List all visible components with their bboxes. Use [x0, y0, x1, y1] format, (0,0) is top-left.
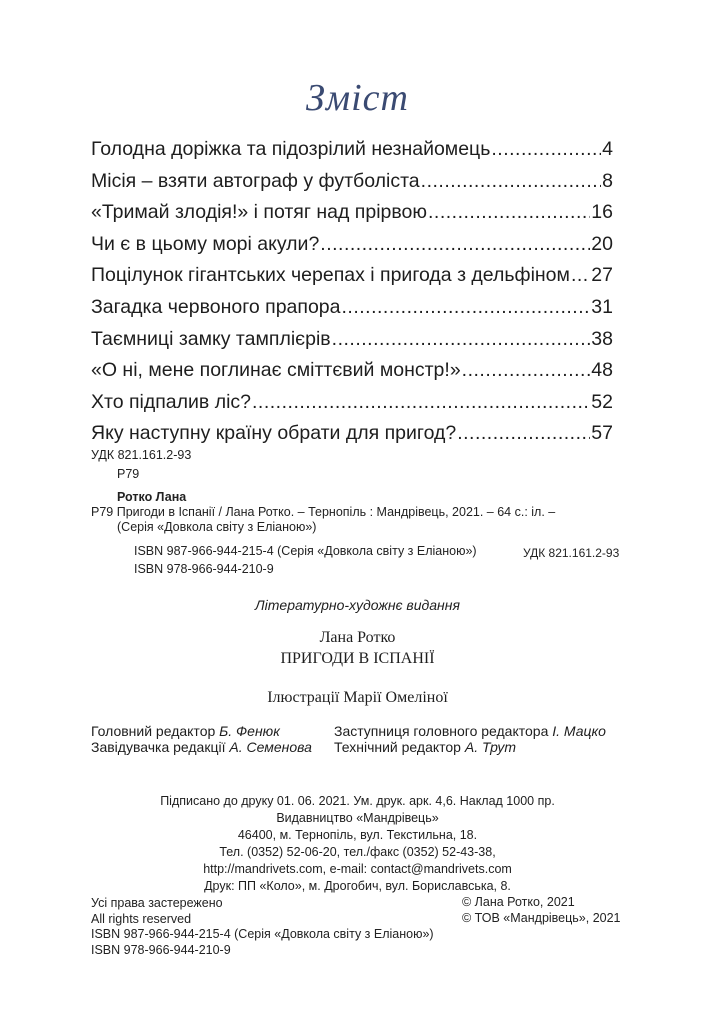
catalog-isbn-2: ISBN 978-966-944-210-9	[134, 562, 274, 576]
table-of-contents	[91, 138, 613, 454]
rights-line: All rights reserved	[91, 911, 192, 926]
udk-right: УДК 821.161.2-93	[523, 546, 620, 560]
toc-entry-page: 52	[591, 390, 613, 413]
toc-leader-dots	[421, 170, 601, 193]
toc-entry	[91, 359, 613, 391]
toc-entry-page: 57	[591, 422, 613, 445]
rights-line: ISBN 978-966-944-210-9	[91, 942, 231, 957]
toc-leader-dots	[342, 296, 591, 319]
toc-entry	[91, 328, 613, 360]
toc-entry-title: Хто підпалив ліс?	[91, 390, 252, 413]
toc-entry-page: 16	[591, 201, 613, 224]
copyright-line: © ТОВ «Мандрівець», 2021	[462, 911, 621, 925]
imprint-line: Видавництво «Мандрівець»	[276, 811, 439, 825]
imprint-line: Друк: ПП «Коло», м. Дрогобич, вул. Бориславська, 8.	[204, 879, 511, 893]
toc-entry	[91, 170, 613, 202]
toc-entry	[91, 138, 613, 170]
toc-entry-page: 20	[591, 232, 613, 255]
page-title: Зміст	[306, 77, 409, 119]
deputy-editor: Заступниця головного редактора І. Мацко	[334, 723, 606, 739]
imprint-block	[0, 793, 715, 895]
toc-entry-page: 8	[602, 169, 613, 192]
toc-entry-title: Таємниці замку тамплієрів	[91, 327, 331, 350]
toc-entry	[91, 201, 613, 233]
toc-entry-title: Загадка червоного прапора	[91, 295, 341, 318]
toc-leader-dots	[320, 233, 590, 256]
toc-entry	[91, 391, 613, 423]
book-author: Лана Ротко	[319, 629, 396, 646]
copyright-block	[462, 894, 621, 926]
toc-entry-page: 31	[591, 295, 613, 318]
rights-line: Усі права застережено	[91, 896, 223, 910]
catalog-entry-line1: Р79 Пригоди в Іспанії / Лана Ротко. – Тернопіль : Мандрівець, 2021. – 64 с.: іл. –	[91, 505, 556, 519]
toc-entry	[91, 264, 613, 296]
toc-entry-page: 27	[591, 264, 613, 287]
toc-entry-title: Яку наступну країну обрати для пригод?	[91, 422, 457, 445]
head-of-office: Завідувачка редакції А. Семенова	[91, 739, 312, 755]
toc-entry-page: 48	[591, 359, 613, 382]
toc-leader-dots	[428, 201, 590, 224]
catalog-entry-line2: (Серія «Довкола світу з Еліаною»)	[117, 520, 317, 534]
toc-leader-dots	[491, 138, 601, 161]
tech-editor: Технічний редактор А. Трут	[334, 739, 517, 755]
toc-leader-dots	[462, 359, 591, 382]
toc-entry-title: Місія – взяти автограф у футболіста	[91, 169, 420, 192]
toc-entry-page: 4	[602, 138, 613, 160]
book-title: ПРИГОДИ В ІСПАНІЇ	[280, 650, 435, 667]
toc-leader-dots	[252, 391, 590, 414]
toc-entry	[91, 233, 613, 265]
rights-block	[91, 896, 434, 958]
catalog-isbn-1: ISBN 987-966-944-215-4 (Серія «Довкола світу з Еліаною»)	[134, 544, 477, 558]
catalog-code: Р79	[117, 467, 140, 481]
imprint-line: Тел. (0352) 52-06-20, тел./факс (0352) 52-43-38,	[219, 845, 496, 859]
imprint-line: 46400, м. Тернопіль, вул. Текстильна, 18.	[237, 828, 478, 842]
imprint-line: http://mandrivets.com, e-mail: contact@mandrivets.com	[203, 862, 512, 876]
udk-code: УДК 821.161.2-93	[91, 448, 192, 462]
catalog-author: Ротко Лана	[117, 490, 187, 504]
toc-entry-title: «Тримай злодія!» і потяг над прірвою	[91, 201, 427, 224]
edition-type: Літературно-художнє видання	[255, 597, 460, 613]
toc-entry-title: Голодна доріжка та підозрілий незнайомець	[91, 138, 491, 160]
toc-entry-title: «О ні, мене поглинає сміттєвий монстр!»	[91, 359, 461, 382]
toc-leader-dots	[332, 328, 591, 351]
copyright-line: © Лана Ротко, 2021	[462, 895, 575, 909]
illustrations-credit: Ілюстрації Марії Омеліної	[267, 689, 448, 706]
rights-line: ISBN 987-966-944-215-4 (Серія «Довкола світу з Еліаною»)	[91, 927, 434, 941]
toc-leader-dots	[457, 422, 590, 445]
toc-entry-page: 38	[591, 327, 613, 350]
imprint-line: Підписано до друку 01. 06. 2021. Ум. друк. арк. 4,6. Наклад 1000 пр.	[160, 794, 555, 808]
toc-leader-dots	[571, 264, 590, 287]
toc-entry-title: Поцілунок гігантських черепах і пригода з дельфіном	[91, 264, 570, 287]
toc-entry-title: Чи є в цьому морі акули?	[91, 232, 320, 255]
toc-entry	[91, 296, 613, 328]
chief-editor: Головний редактор Б. Фенюк	[91, 723, 280, 739]
